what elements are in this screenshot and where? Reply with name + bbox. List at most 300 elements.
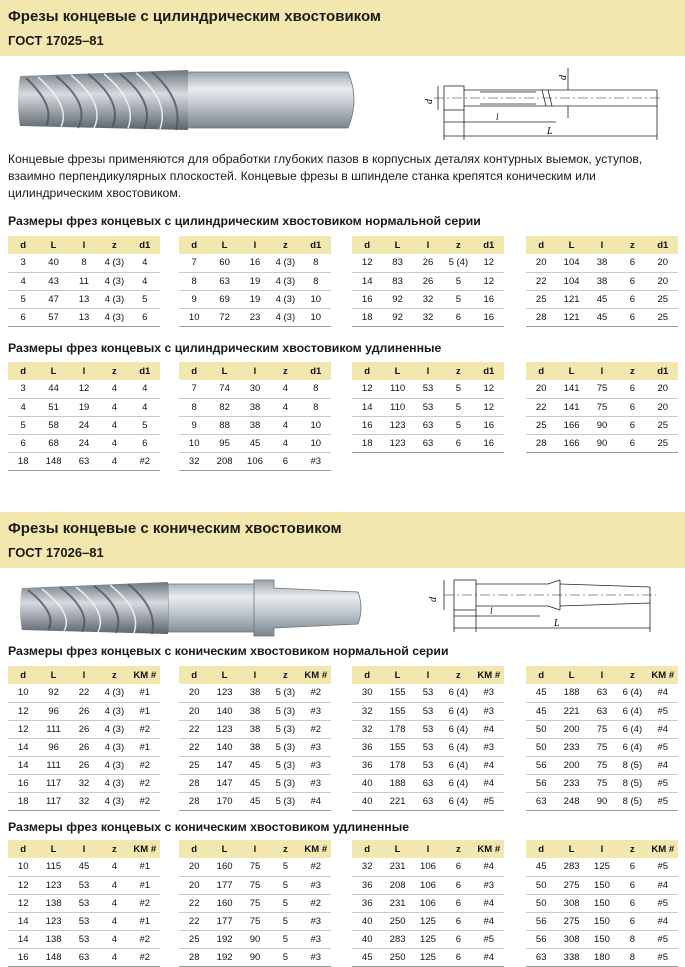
- table-cell: 26: [69, 702, 99, 720]
- table-cell: 75: [240, 858, 270, 876]
- column-header: d: [526, 666, 556, 684]
- table-cell: 12: [352, 254, 382, 272]
- table-cell: 19: [240, 272, 270, 290]
- table-cell: 6: [617, 254, 647, 272]
- table-cell: 32: [352, 702, 382, 720]
- column-header: z: [443, 666, 473, 684]
- table-cell: 6: [130, 308, 160, 326]
- table-header-row: [179, 666, 331, 684]
- table-cell: #2: [301, 858, 331, 876]
- table-cell: 30: [240, 380, 270, 398]
- table-row: [526, 948, 678, 966]
- table-header-row: [179, 236, 331, 254]
- column-header: l: [587, 666, 617, 684]
- table-cell: 45: [526, 858, 556, 876]
- table-cell: 56: [526, 930, 556, 948]
- table-cell: 32: [413, 308, 443, 326]
- table-cell: 50: [526, 876, 556, 894]
- table-cell: 28: [179, 948, 209, 966]
- table-cell: 18: [352, 434, 382, 452]
- table-header-row: [8, 362, 160, 380]
- table-cell: 44: [38, 380, 68, 398]
- table2-group-3: [352, 362, 504, 453]
- table-row: [8, 434, 160, 452]
- table-cell: 72: [209, 308, 239, 326]
- table-header-row: [526, 362, 678, 380]
- table-row: [179, 738, 331, 756]
- table-cell: 123: [38, 912, 68, 930]
- table-cell: 12: [8, 894, 38, 912]
- table-cell: #3: [474, 684, 504, 702]
- table2-group-4: [526, 362, 678, 453]
- table-cell: 308: [556, 930, 586, 948]
- table-row: [352, 948, 504, 966]
- table-row: [8, 912, 160, 930]
- column-header: KM #: [301, 840, 331, 858]
- table-cell: 32: [413, 290, 443, 308]
- table-cell: #2: [301, 720, 331, 738]
- table-row: [8, 738, 160, 756]
- table-cell: 338: [556, 948, 586, 966]
- table-header-row: [352, 666, 504, 684]
- table-row: [8, 398, 160, 416]
- column-header: L: [556, 236, 586, 254]
- table-cell: 9: [179, 290, 209, 308]
- table-cell: 4: [130, 380, 160, 398]
- table-cell: 192: [209, 930, 239, 948]
- table-cell: 5: [270, 894, 300, 912]
- table-row: [8, 894, 160, 912]
- table-cell: 20: [648, 254, 678, 272]
- table-cell: 20: [526, 254, 556, 272]
- column-header: z: [99, 362, 129, 380]
- column-header: L: [38, 362, 68, 380]
- table-cell: 75: [587, 756, 617, 774]
- table-cell: #2: [130, 452, 160, 470]
- table-cell: 36: [352, 738, 382, 756]
- table3-group-1: [8, 666, 160, 811]
- table-row: [179, 720, 331, 738]
- table-cell: 5 (3): [270, 720, 300, 738]
- table-cell: #5: [648, 858, 678, 876]
- column-header: z: [617, 666, 647, 684]
- table-cell: 22: [526, 272, 556, 290]
- table-row: [179, 912, 331, 930]
- table-cell: 6: [270, 452, 300, 470]
- section2-title: Фрезы концевые с коническим хвостовиком: [8, 520, 342, 537]
- table-cell: 4 (3): [99, 308, 129, 326]
- table-cell: 26: [413, 272, 443, 290]
- table-cell: 16: [474, 416, 504, 434]
- column-header: z: [99, 236, 129, 254]
- table-row: [179, 272, 331, 290]
- table-cell: 123: [382, 416, 412, 434]
- table-cell: 38: [240, 416, 270, 434]
- table-row: [8, 792, 160, 810]
- table-cell: 150: [587, 894, 617, 912]
- table-cell: 5: [130, 416, 160, 434]
- table-cell: #4: [648, 876, 678, 894]
- table-cell: 38: [587, 254, 617, 272]
- table-cell: 9: [179, 416, 209, 434]
- table-cell: 10: [8, 858, 38, 876]
- column-header: d: [8, 666, 38, 684]
- table-cell: 12: [474, 380, 504, 398]
- table-cell: 6 (4): [443, 720, 473, 738]
- table-cell: 53: [69, 912, 99, 930]
- table-cell: #4: [474, 948, 504, 966]
- table-cell: 4: [8, 272, 38, 290]
- table-cell: 4: [8, 398, 38, 416]
- table-cell: 5: [8, 290, 38, 308]
- table-cell: 95: [209, 434, 239, 452]
- table-cell: 6: [8, 434, 38, 452]
- table-cell: 5: [270, 948, 300, 966]
- table-cell: 200: [556, 720, 586, 738]
- table-cell: 7: [179, 380, 209, 398]
- table-cell: 110: [382, 380, 412, 398]
- table-cell: 50: [526, 720, 556, 738]
- table-cell: 104: [556, 272, 586, 290]
- table-cell: 69: [209, 290, 239, 308]
- table-cell: 6: [8, 308, 38, 326]
- table-cell: 5: [270, 930, 300, 948]
- table-cell: 4: [130, 254, 160, 272]
- table-cell: 60: [209, 254, 239, 272]
- table-cell: 125: [587, 858, 617, 876]
- table-cell: 19: [69, 398, 99, 416]
- table-cell: 170: [209, 792, 239, 810]
- table-row: [179, 858, 331, 876]
- table-cell: 4 (3): [99, 774, 129, 792]
- table-cell: 4 (3): [99, 254, 129, 272]
- table-cell: 38: [587, 272, 617, 290]
- table-cell: 208: [209, 452, 239, 470]
- taper-shank-schematic: [420, 572, 665, 634]
- table1-group-4: [526, 236, 678, 327]
- table-cell: 6: [443, 894, 473, 912]
- table-row: [526, 720, 678, 738]
- column-header: l: [587, 236, 617, 254]
- table-cell: 115: [38, 858, 68, 876]
- table-row: [8, 702, 160, 720]
- table-cell: 6 (4): [443, 738, 473, 756]
- table-cell: #3: [474, 738, 504, 756]
- table-header-row: [179, 840, 331, 858]
- table-header-row: [8, 666, 160, 684]
- table-cell: 8 (5): [617, 792, 647, 810]
- table-cell: 92: [382, 290, 412, 308]
- table-cell: 90: [587, 792, 617, 810]
- table-cell: 308: [556, 894, 586, 912]
- table-cell: 16: [8, 774, 38, 792]
- table-cell: 53: [69, 876, 99, 894]
- column-header: z: [617, 236, 647, 254]
- column-header: z: [99, 840, 129, 858]
- table-cell: 283: [382, 930, 412, 948]
- column-header: z: [443, 236, 473, 254]
- column-header: z: [99, 666, 129, 684]
- table-cell: 25: [648, 290, 678, 308]
- column-header: d1: [130, 362, 160, 380]
- column-header: l: [69, 666, 99, 684]
- column-header: d1: [474, 362, 504, 380]
- cylindrical-shank-schematic: [420, 62, 665, 142]
- table-cell: 38: [240, 684, 270, 702]
- table-cell: 5 (4): [443, 254, 473, 272]
- table-cell: 63: [413, 434, 443, 452]
- table-row: [179, 948, 331, 966]
- table-row: [8, 858, 160, 876]
- column-header: l: [413, 236, 443, 254]
- column-header: d: [8, 840, 38, 858]
- table-cell: 25: [179, 930, 209, 948]
- column-header: L: [556, 666, 586, 684]
- column-header: d: [179, 666, 209, 684]
- table-cell: 45: [587, 290, 617, 308]
- table-row: [8, 272, 160, 290]
- column-header: l: [587, 840, 617, 858]
- table-cell: 20: [648, 272, 678, 290]
- table-cell: #4: [474, 774, 504, 792]
- table-cell: 106: [413, 876, 443, 894]
- table-cell: #1: [130, 702, 160, 720]
- table-cell: 8 (5): [617, 756, 647, 774]
- table-cell: 16: [352, 290, 382, 308]
- table-cell: 110: [382, 398, 412, 416]
- table-cell: 6: [443, 930, 473, 948]
- table-row: [526, 894, 678, 912]
- table-cell: 38: [240, 720, 270, 738]
- table-cell: 32: [69, 774, 99, 792]
- table-cell: 4 (3): [270, 308, 300, 326]
- table-cell: 8: [69, 254, 99, 272]
- section1-gost: ГОСТ 17025–81: [8, 33, 104, 48]
- table-cell: 28: [179, 792, 209, 810]
- table-cell: 22: [179, 894, 209, 912]
- table-cell: 30: [352, 684, 382, 702]
- table-cell: #2: [130, 774, 160, 792]
- table-cell: 8: [617, 948, 647, 966]
- table-row: [179, 290, 331, 308]
- table-cell: #2: [130, 894, 160, 912]
- table-cell: 178: [382, 720, 412, 738]
- table-cell: 4 (3): [99, 684, 129, 702]
- table-cell: #4: [648, 720, 678, 738]
- table-cell: 4: [99, 434, 129, 452]
- table-cell: 188: [382, 774, 412, 792]
- table-cell: 233: [556, 774, 586, 792]
- table-cell: #5: [648, 738, 678, 756]
- table4-title: Размеры фрез концевых с коническим хвостовиком удлиненные: [8, 820, 410, 834]
- column-header: d1: [130, 236, 160, 254]
- table-row: [179, 452, 331, 470]
- table-cell: 12: [8, 720, 38, 738]
- table-row: [526, 308, 678, 326]
- table-cell: 6: [617, 290, 647, 308]
- table-cell: 221: [556, 702, 586, 720]
- column-header: KM #: [474, 840, 504, 858]
- table-cell: 96: [38, 702, 68, 720]
- column-header: d: [179, 362, 209, 380]
- table-cell: 180: [587, 948, 617, 966]
- table-cell: 8: [301, 272, 331, 290]
- table-cell: 14: [8, 930, 38, 948]
- table-cell: 177: [209, 876, 239, 894]
- table-cell: 63: [526, 792, 556, 810]
- table-cell: 24: [69, 434, 99, 452]
- table-cell: 10: [179, 434, 209, 452]
- table-row: [179, 774, 331, 792]
- table-cell: 36: [352, 876, 382, 894]
- table-cell: 20: [179, 702, 209, 720]
- table-cell: 12: [8, 876, 38, 894]
- table-cell: 50: [526, 894, 556, 912]
- table-cell: 19: [240, 290, 270, 308]
- table-cell: 12: [474, 254, 504, 272]
- table-cell: 4 (3): [99, 720, 129, 738]
- table-cell: 57: [38, 308, 68, 326]
- table-cell: 90: [587, 434, 617, 452]
- table3-group-2: [179, 666, 331, 811]
- table-cell: 12: [8, 702, 38, 720]
- table-cell: 121: [556, 308, 586, 326]
- table-cell: 18: [352, 308, 382, 326]
- table-row: [179, 876, 331, 894]
- table-row: [179, 380, 331, 398]
- table-row: [8, 720, 160, 738]
- table-cell: #3: [301, 948, 331, 966]
- table-cell: 148: [38, 948, 68, 966]
- diagram1-l-label: l: [496, 112, 499, 122]
- section1-title: Фрезы концевые с цилиндрическим хвостовиком: [8, 8, 382, 25]
- table-cell: 104: [556, 254, 586, 272]
- column-header: KM #: [648, 666, 678, 684]
- table-cell: 53: [413, 738, 443, 756]
- table-cell: 8: [301, 398, 331, 416]
- table-cell: 92: [38, 684, 68, 702]
- column-header: KM #: [130, 666, 160, 684]
- table-header-row: [352, 236, 504, 254]
- table-cell: 10: [8, 684, 38, 702]
- table-cell: 106: [413, 858, 443, 876]
- column-header: d: [526, 236, 556, 254]
- table-cell: 160: [209, 858, 239, 876]
- table-cell: #4: [474, 894, 504, 912]
- column-header: l: [240, 236, 270, 254]
- table-row: [352, 774, 504, 792]
- table-cell: 14: [352, 272, 382, 290]
- table-cell: #5: [474, 792, 504, 810]
- table-cell: #4: [301, 792, 331, 810]
- table-cell: 138: [38, 894, 68, 912]
- table-cell: 40: [352, 912, 382, 930]
- table-cell: 5: [270, 912, 300, 930]
- table-cell: 56: [526, 774, 556, 792]
- table-cell: 5: [8, 416, 38, 434]
- table-cell: 74: [209, 380, 239, 398]
- table-cell: 22: [179, 738, 209, 756]
- table-cell: 5: [443, 380, 473, 398]
- table-cell: 16: [8, 948, 38, 966]
- table-cell: #1: [130, 684, 160, 702]
- table-cell: 4: [99, 876, 129, 894]
- table-cell: 283: [556, 858, 586, 876]
- table-cell: 45: [240, 774, 270, 792]
- table-cell: 88: [209, 416, 239, 434]
- table-cell: 75: [587, 738, 617, 756]
- table-cell: 45: [240, 756, 270, 774]
- table-cell: 121: [556, 290, 586, 308]
- table-cell: #4: [474, 912, 504, 930]
- table-cell: 53: [413, 756, 443, 774]
- table-cell: 90: [240, 930, 270, 948]
- column-header: KM #: [301, 666, 331, 684]
- table-cell: 32: [352, 720, 382, 738]
- column-header: l: [69, 236, 99, 254]
- table-cell: 111: [38, 756, 68, 774]
- table-cell: #4: [648, 756, 678, 774]
- table-cell: 4: [270, 434, 300, 452]
- table-cell: 192: [209, 948, 239, 966]
- table-cell: 250: [382, 948, 412, 966]
- table-row: [352, 876, 504, 894]
- table-cell: 125: [413, 930, 443, 948]
- table-cell: 178: [382, 756, 412, 774]
- table-cell: 14: [8, 756, 38, 774]
- table-row: [526, 272, 678, 290]
- table-cell: 26: [69, 738, 99, 756]
- table-cell: 125: [413, 948, 443, 966]
- table-cell: 5: [443, 290, 473, 308]
- table-cell: 83: [382, 254, 412, 272]
- table-row: [352, 416, 504, 434]
- table-cell: 6: [130, 434, 160, 452]
- table-row: [352, 894, 504, 912]
- table-cell: 4: [99, 930, 129, 948]
- table-cell: 14: [8, 912, 38, 930]
- table-cell: 6: [617, 858, 647, 876]
- table-cell: 6: [617, 308, 647, 326]
- table-cell: 25: [648, 308, 678, 326]
- table-row: [526, 774, 678, 792]
- table-cell: 6: [617, 912, 647, 930]
- column-header: z: [270, 666, 300, 684]
- column-header: KM #: [474, 666, 504, 684]
- table-header-row: [526, 840, 678, 858]
- column-header: l: [69, 362, 99, 380]
- diagram1-d-top-label: d: [558, 75, 569, 80]
- cylindrical-shank-cutter-image: [16, 66, 362, 134]
- column-header: d1: [301, 236, 331, 254]
- table-cell: 200: [556, 756, 586, 774]
- table-cell: 123: [209, 720, 239, 738]
- column-header: l: [240, 840, 270, 858]
- column-header: L: [38, 236, 68, 254]
- table4-group-2: [179, 840, 331, 967]
- table-cell: 56: [526, 756, 556, 774]
- table-cell: 96: [38, 738, 68, 756]
- table-cell: 8: [179, 272, 209, 290]
- table-cell: 6: [617, 434, 647, 452]
- table-header-row: [352, 840, 504, 858]
- table-cell: 83: [382, 272, 412, 290]
- column-header: d: [8, 236, 38, 254]
- table-cell: 6 (4): [443, 702, 473, 720]
- table-cell: 6: [617, 876, 647, 894]
- table-cell: 6 (4): [617, 720, 647, 738]
- table-cell: 32: [179, 452, 209, 470]
